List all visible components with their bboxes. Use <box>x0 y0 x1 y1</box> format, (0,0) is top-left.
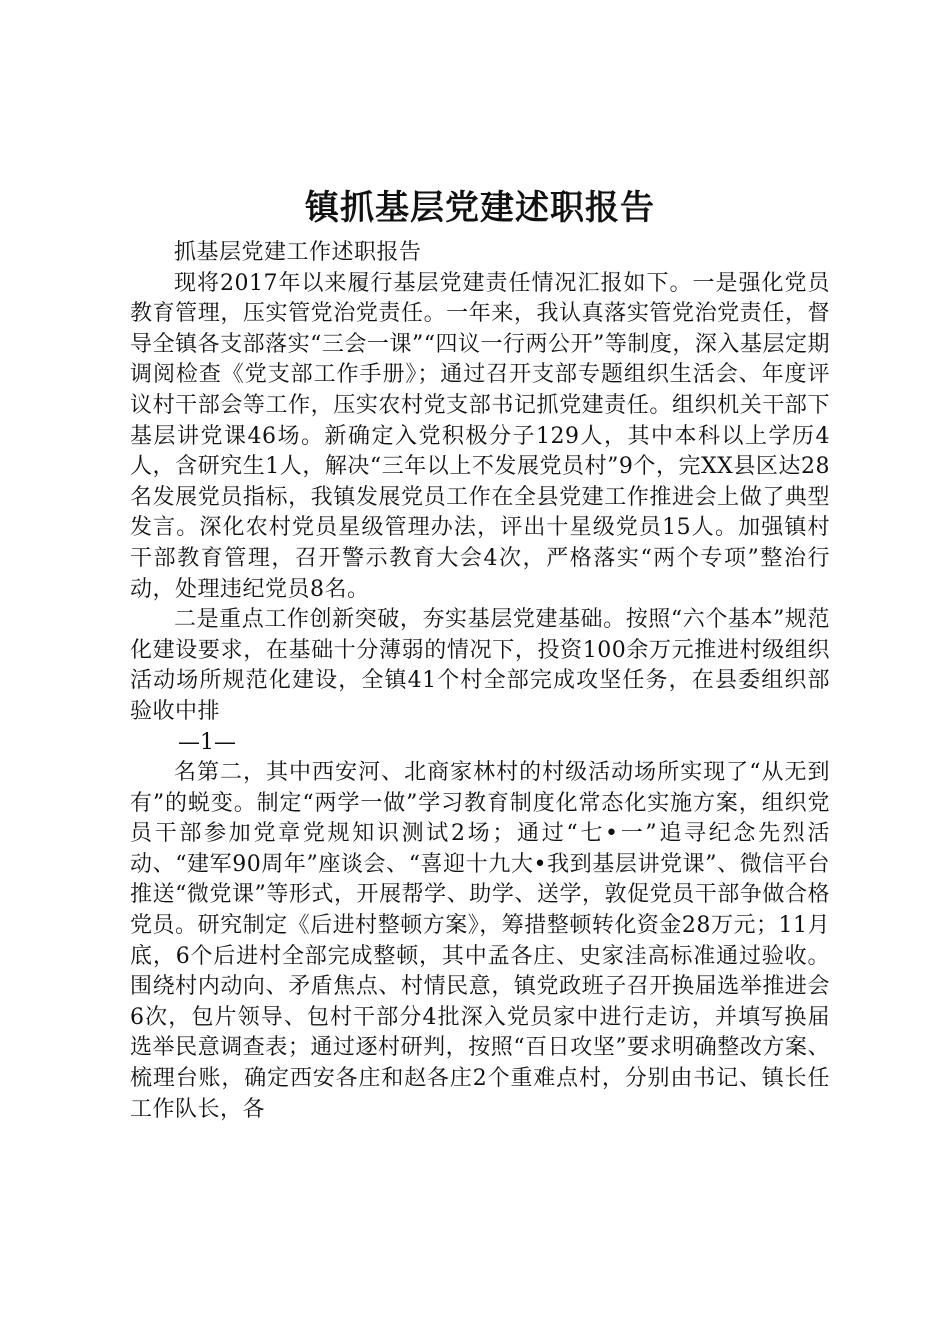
document-title: 镇抓基层党建述职报告 <box>305 188 655 228</box>
paragraph-3: 名第二，其中西安河、北商家林村的村级活动场所实现了“从无到有”的蜕变。制定“两学一做”学习教育制度化常态化实施方案，组织党员干部参加党章党规知识测试2场；通过“七•一”追寻纪念先烈活动、“建军90周年”座谈会、“喜迎十九大•我到基层讲党课”、微信平台推送“微党课”等形式，开展帮学、助学、送学，敦促党员干部争做合格党员。研究制定《后进村整顿方案》，筹措整顿转化资金28万元；11月底，6个后进村全部完成整顿，其中孟各庄、史家洼高标准通过验收。围绕村内动向、矛盾焦点、村情民意，镇党政班子召开换届选举推进会6次，包片领导、包村干部分4批深入党员家中进行走访，并填写换届选举民意调查表；通过逐村研判，按照“百日攻坚”要求明确整改方案、梳理台账，确定西安各庄和赵各庄2个重难点村，分别由书记、镇长任工作队长，各 <box>130 760 830 1122</box>
paragraph-1: 现将2017年以来履行基层党建责任情况汇报如下。一是强化党员教育管理，压实管党治党责任。一年来，我认真落实管党治党责任，督导全镇各支部落实“三会一课”“四议一行两公开”等制度，深入基层定期调阅检查《党支部工作手册》；通过召开支部专题组织生活会、年度评议村干部会等工作，压实农村党支部书记抓党建责任。组织机关干部下基层讲党课46场。新确定入党积极分子129人，其中本科以上学历4人，含研究生1人，解决“三年以上不发展党员村”9个，完XX县区达28名发展党员指标，我镇发展党员工作在全县党建工作推进会上做了典型发言。深化农村党员星级管理办法，评出十星级党员15人。加强镇村干部教育管理，召开警示教育大会4次，严格落实“两个专项”整治行动，处理违纪党员8名。 <box>130 270 830 602</box>
document-subtitle: 抓基层党建工作述职报告 <box>174 240 422 265</box>
page-number: —1— <box>178 729 236 755</box>
paragraph-2: 二是重点工作创新突破，夯实基层党建基础。按照“六个基本”规范化建设要求，在基础十分薄弱的情况下，投资100余万元推进村级组织活动场所规范化建设，全镇41个村全部完成攻坚任务，在县委组织部验收中排 <box>130 607 830 724</box>
document-page <box>130 180 830 1125</box>
